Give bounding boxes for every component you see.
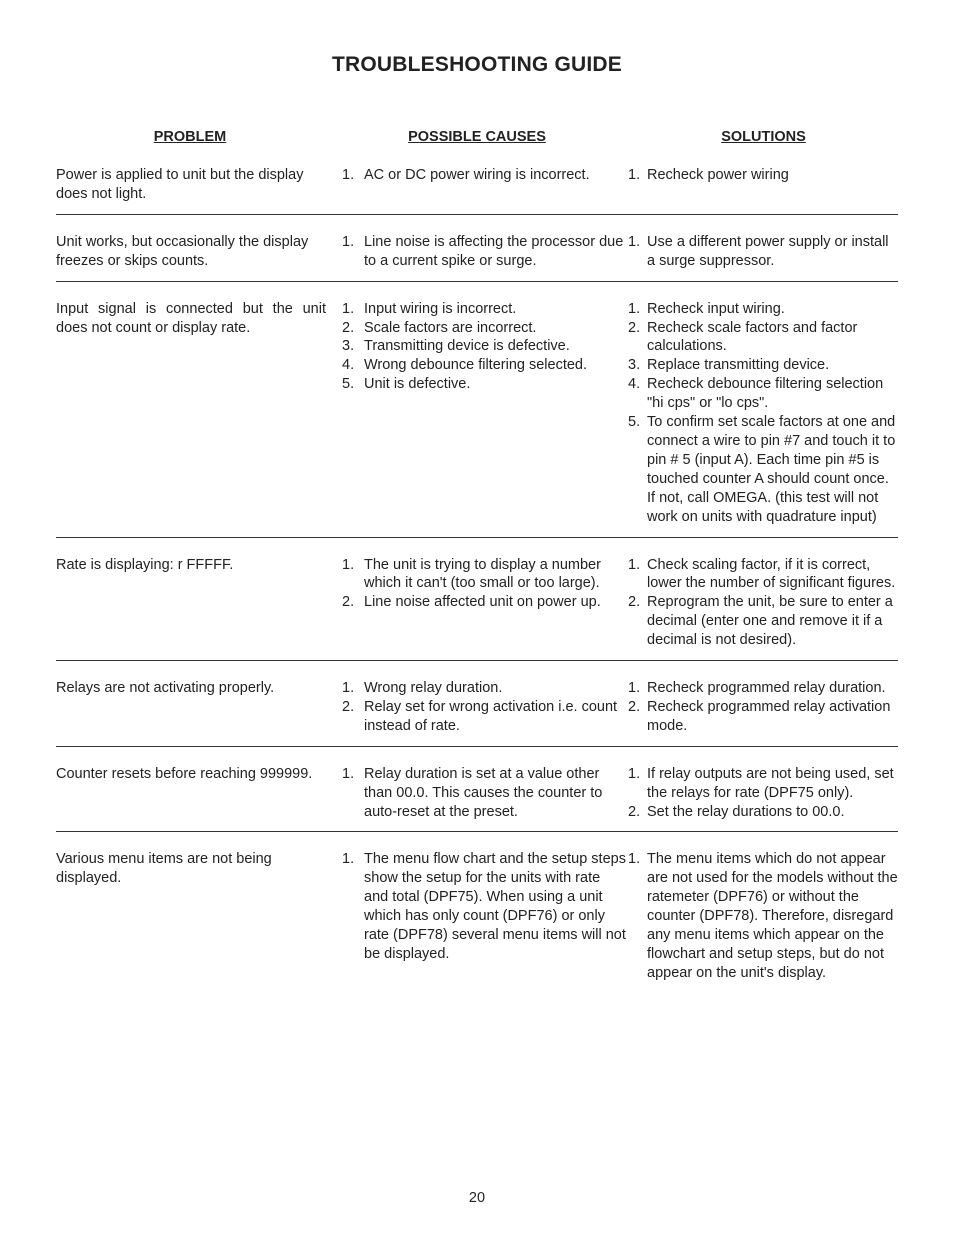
item-text: AC or DC power wiring is incorrect. [364,167,590,183]
column-headers [56,129,898,149]
item-text: Reprogram the unit, be sure to enter a decimal (enter one and remove it if a decimal is not desired). [647,594,893,649]
list-item [628,166,898,185]
list-item [342,337,628,356]
list-item [342,356,628,375]
item-number: 1. [628,556,641,573]
item-number: 1. [628,167,641,183]
item-number: 1. [342,167,355,183]
list-item [342,850,628,963]
list-item [628,679,898,698]
item-number: 5. [628,414,641,431]
solutions-cell [628,300,898,527]
item-number: 2. [628,319,641,336]
item-text: If relay outputs are not being used, set the relays for rate (DPF75 only). [647,765,894,801]
item-text: Transmitting device is defective. [364,338,570,355]
item-number: 1. [628,680,641,697]
item-number: 1. [342,851,355,868]
page-number: 20 [468,1190,486,1206]
item-text: Input wiring is incorrect. [364,300,517,317]
item-number: 2. [628,594,641,611]
item-number: 2. [628,698,641,715]
item-text: Unit is defective. [364,376,471,393]
item-number: 1. [628,851,641,868]
item-number: 1. [342,680,355,697]
problem-cell: Various menu items are not being displayed. [56,851,272,887]
problem-cell: Unit works, but occasionally the display freezes or skips counts. [56,233,309,269]
list-item [342,166,628,185]
problem-cell: Power is applied to unit but the display does not light. [56,167,304,202]
item-text: Check scaling factor, if it is correct, lower the number of significant figures. [647,556,896,592]
item-text: Recheck programmed relay duration. [647,680,886,697]
causes-cell [342,765,628,822]
causes-cell [342,850,628,982]
causes-cell [342,300,628,527]
item-text: Recheck input wiring. [647,300,785,317]
list-item [342,698,628,736]
list-item [628,593,898,650]
item-text: Replace transmitting device. [647,357,830,374]
header-solutions: SOLUTIONS [721,129,806,145]
solutions-cell [628,233,898,271]
item-text: Recheck scale factors and factor calculations. [647,319,858,355]
item-number: 5. [342,376,355,393]
list-item [342,679,628,698]
solutions-cell [628,556,898,651]
list-item [342,319,628,338]
list-item [628,375,898,413]
item-number: 1. [342,300,355,317]
problem-cell: Counter resets before reaching 999999. [56,765,313,782]
item-text: Recheck debounce filtering selection "hi cps" or "lo cps". [647,376,884,412]
list-item [342,233,628,271]
item-text: Wrong debounce filtering selected. [364,357,588,374]
list-item [628,413,898,526]
item-text: The unit is trying to display a number which it can't (too small or too large). [364,556,601,592]
list-item [628,850,898,982]
header-problem: PROBLEM [153,129,227,145]
page-title: TROUBLESHOOTING GUIDE [331,53,623,76]
item-number: 1. [342,556,355,573]
list-item [628,319,898,357]
item-number: 2. [628,803,641,820]
list-item [628,300,898,319]
item-text: Line noise is affecting the processor due to a current spike or surge. [364,233,624,269]
item-text: Scale factors are incorrect. [364,319,537,336]
solutions-cell [628,166,898,204]
item-text: Relay duration is set at a value other than 00.0. This causes the counter to auto-reset at the preset. [364,765,603,820]
table-row [56,848,898,992]
item-text: Recheck power wiring [647,167,789,183]
list-item [342,300,628,319]
item-text: Wrong relay duration. [364,680,503,697]
list-item [628,556,898,594]
table-row [56,763,898,833]
problem-cell: Rate is displaying: r FFFFF. [56,556,234,573]
causes-cell [342,233,628,271]
problem-cell: Relays are not activating properly. [56,680,275,697]
item-number: 3. [342,338,355,355]
list-item [342,765,628,822]
list-item [628,765,898,803]
item-number: 1. [342,233,355,250]
troubleshooting-table [56,164,898,1009]
item-number: 3. [628,357,641,374]
causes-cell [342,679,628,736]
list-item [628,698,898,736]
item-number: 1. [342,765,355,782]
item-number: 1. [628,765,641,782]
table-row [56,298,898,538]
item-number: 2. [342,594,355,611]
item-text: To confirm set scale factors at one and connect a wire to pin #7 and touch it to pin # 5 (input A). Each time pin #5 is touched counter A should count once. If not, call OMEGA. (this test will not work on units with quadrature input) [647,414,896,525]
item-text: Relay set for wrong activation i.e. count instead of rate. [364,698,618,734]
solutions-cell [628,679,898,736]
list-item [628,233,898,271]
item-number: 2. [342,698,355,715]
list-item [342,556,628,594]
item-text: The menu flow chart and the setup steps show the setup for the units with rate and total (DPF75). When using a unit which has only count (DPF76) or only rate (DPF78) several menu items will not be displayed. [364,851,626,962]
item-number: 1. [628,300,641,317]
list-item [628,803,898,822]
item-text: Line noise affected unit on power up. [364,594,601,611]
item-number: 4. [342,357,355,374]
item-text: Recheck programmed relay activation mode. [647,698,891,734]
item-text: Use a different power supply or install a surge suppressor. [647,233,889,269]
item-text: The menu items which do not appear are not used for the models without the ratemeter (DPF76) or without the counter (DPF78). Therefore, disregard any menu items which appear on the flowchart and setup steps, but do not appear on the unit's display. [647,851,898,981]
item-text: Set the relay durations to 00.0. [647,803,845,820]
solutions-cell [628,850,898,982]
causes-cell [342,556,628,651]
header-possible-causes: POSSIBLE CAUSES [408,129,546,145]
table-row [56,231,898,282]
causes-cell [342,166,628,204]
list-item [628,356,898,375]
list-item [342,593,628,612]
item-number: 1. [628,233,641,250]
item-number: 4. [628,376,641,393]
table-row [56,677,898,747]
table-row [56,554,898,662]
item-number: 2. [342,319,355,336]
list-item [342,375,628,394]
problem-cell: Input signal is connected but the unit does not count or display rate. [56,300,326,336]
table-row [56,164,898,215]
solutions-cell [628,765,898,822]
